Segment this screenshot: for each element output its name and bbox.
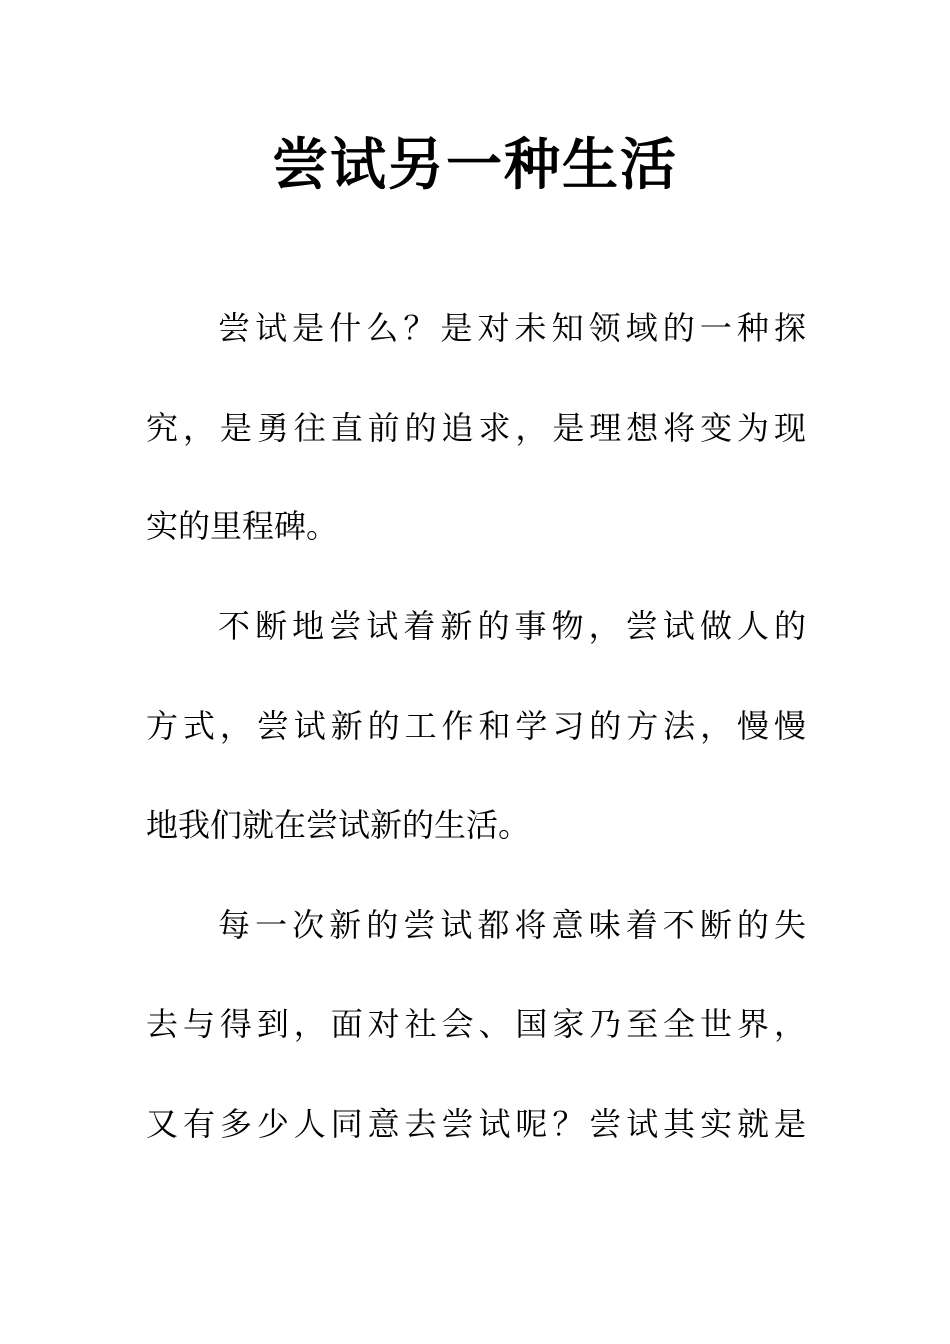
paragraph-2-line-2: 方式，尝试新的工作和学习的方法，慢慢: [146, 707, 806, 745]
paragraph-2-line-3: 地我们就在尝试新的生活。: [146, 806, 531, 844]
paragraph-2-line-1: 不断地尝试着新的事物，尝试做人的: [218, 607, 806, 645]
paragraph-3-line-2: 去与得到，面对社会、国家乃至全世界，: [146, 1005, 806, 1043]
document-title: 尝试另一种生活: [272, 133, 678, 198]
paragraph-3-line-3: 又有多少人同意去尝试呢？尝试其实就是: [146, 1105, 806, 1143]
paragraph-1-line-2: 究，是勇往直前的追求，是理想将变为现: [146, 409, 806, 447]
paragraph-1-line-3: 实的里程碑。: [146, 507, 339, 545]
paragraph-3-line-1: 每一次新的尝试都将意味着不断的失: [218, 906, 806, 944]
paragraph-1-line-1: 尝试是什么？是对未知领域的一种探: [218, 309, 806, 347]
